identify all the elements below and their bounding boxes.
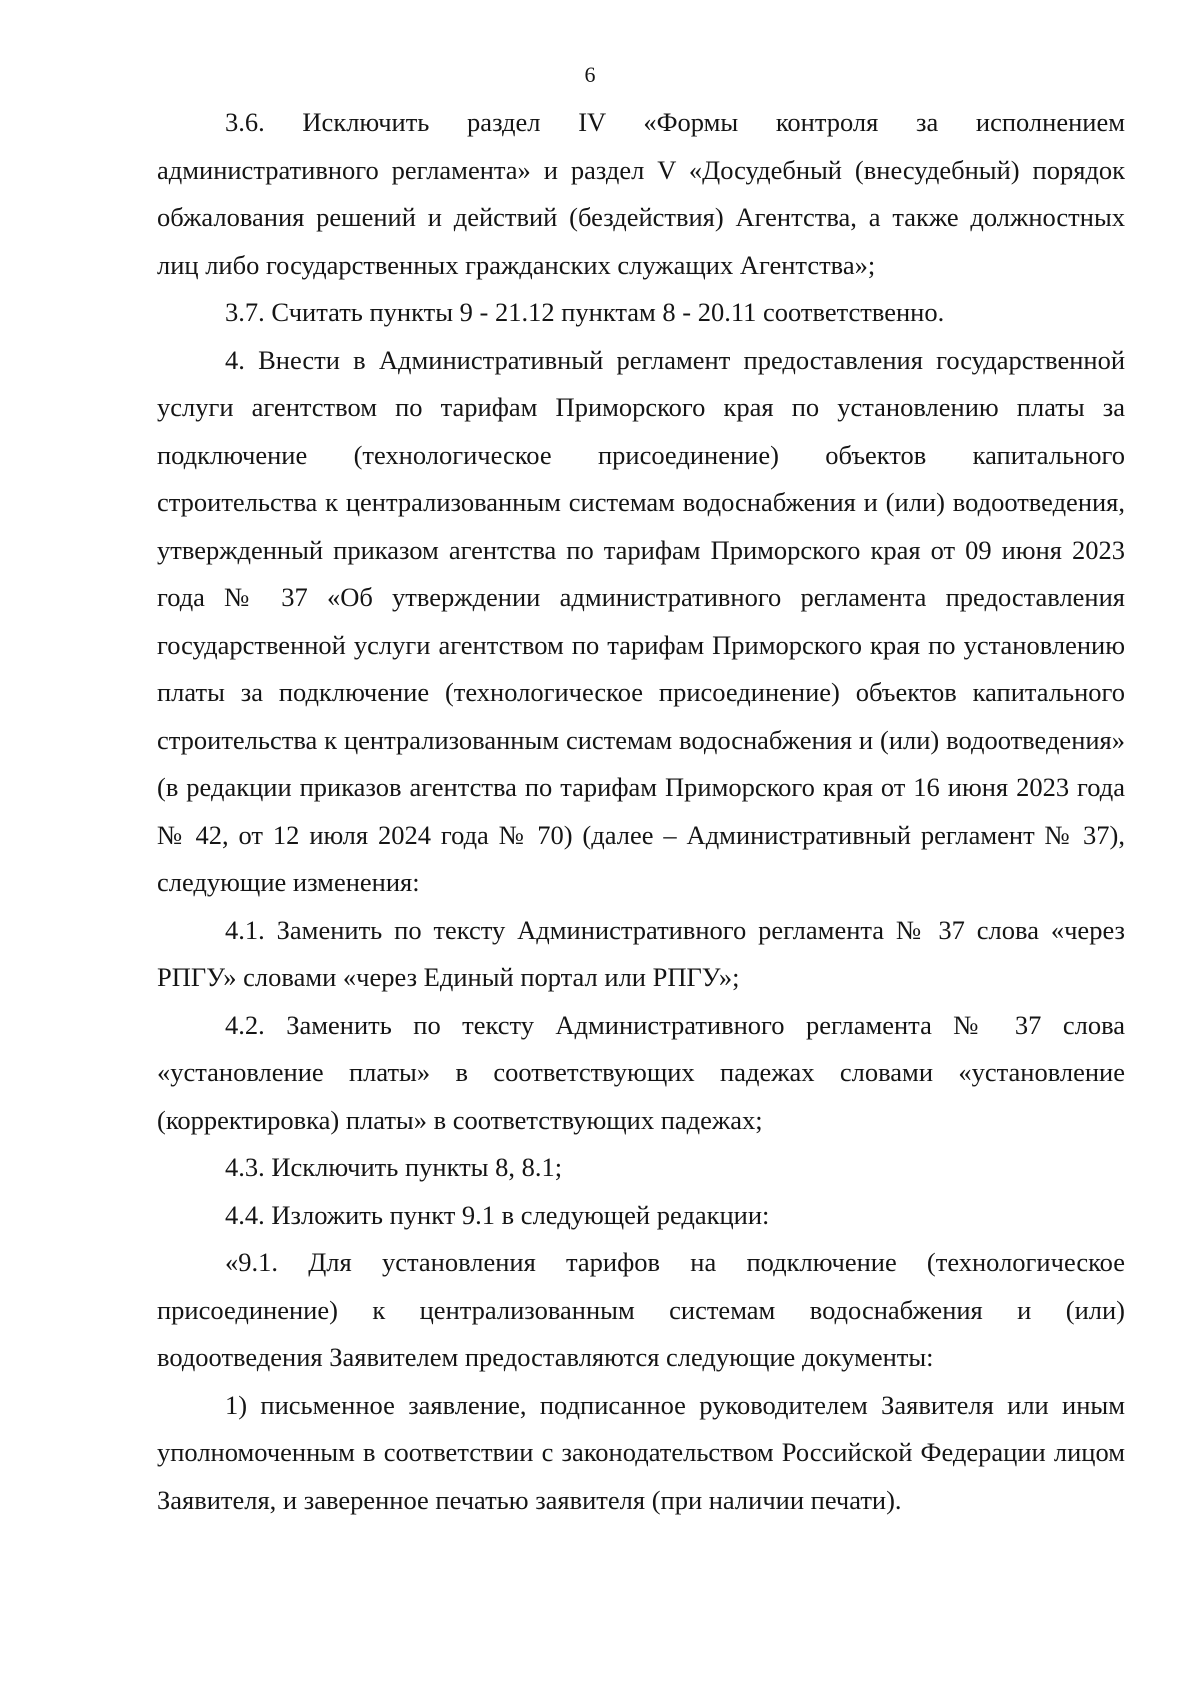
paragraph-9-1-item-1: 1) письменное заявление, подписанное руководителем Заявителя или иным уполномоченным в соответствии с законодательством Российской Федерации лицом Заявителя, и заверенное печатью заявителя (при наличии печати). bbox=[157, 1389, 1125, 1515]
paragraph-4-4: 4.4. Изложить пункт 9.1 в следующей редакции: bbox=[225, 1199, 770, 1230]
paragraph-4: 4. Внести в Административный регламент предоставления государственной услуги агентством по тарифам Приморского края по установлению платы за подключение (технологическое присоединение) объектов капитального строительства к централизованным системам водоснабжения и (или) водоотведения, утвержденный приказом агентства по тарифам Приморского края от 09 июня 2023 года № 37 «Об утверждении административного регламента предоставления государственной услуги агентством по тарифам Приморского края по установлению платы за подключение (технологическое присоединение) объектов капитального строительства к централизованным системам водоснабжения и (или) водоотведения» (в редакции приказов агентства по тарифам Приморского края от 16 июня 2023 года № 42, от 12 июля 2024 года № 70) (далее – Административный регламент № 37), следующие изменения: bbox=[157, 344, 1125, 897]
paragraph-4-3: 4.3. Исключить пункты 8, 8.1; bbox=[225, 1152, 563, 1182]
paragraph-4-2: 4.2. Заменить по тексту Административного регламента № 37 слова «установление платы» в соответствующих падежах словами «установление (корректировка) платы» в соответствующих падежах; bbox=[157, 1009, 1125, 1135]
paragraph-3-6: 3.6. Исключить раздел IV «Формы контроля за исполнением административного регламента» и раздел V «Досудебный (внесудебный) порядок обжалования решений и действий (бездействия) Агентства, а также должностных лиц либо государственных гражданских служащих Агентства»; bbox=[157, 107, 1125, 280]
document-body bbox=[157, 99, 1125, 1524]
paragraph-3-7: 3.7. Считать пункты 9 - 21.12 пунктам 8 - 20.11 соответственно. bbox=[225, 297, 945, 327]
paragraph-4-1: 4.1. Заменить по тексту Административного регламента № 37 слова «через РПГУ» словами «через Единый портал или РПГУ»; bbox=[157, 914, 1125, 992]
page-number: 6 bbox=[584, 62, 596, 87]
paragraph-9-1: «9.1. Для установления тарифов на подключение (технологическое присоединение) к централизованным системам водоснабжения и (или) водоотведения Заявителем предоставляются следующие документы: bbox=[157, 1247, 1125, 1372]
